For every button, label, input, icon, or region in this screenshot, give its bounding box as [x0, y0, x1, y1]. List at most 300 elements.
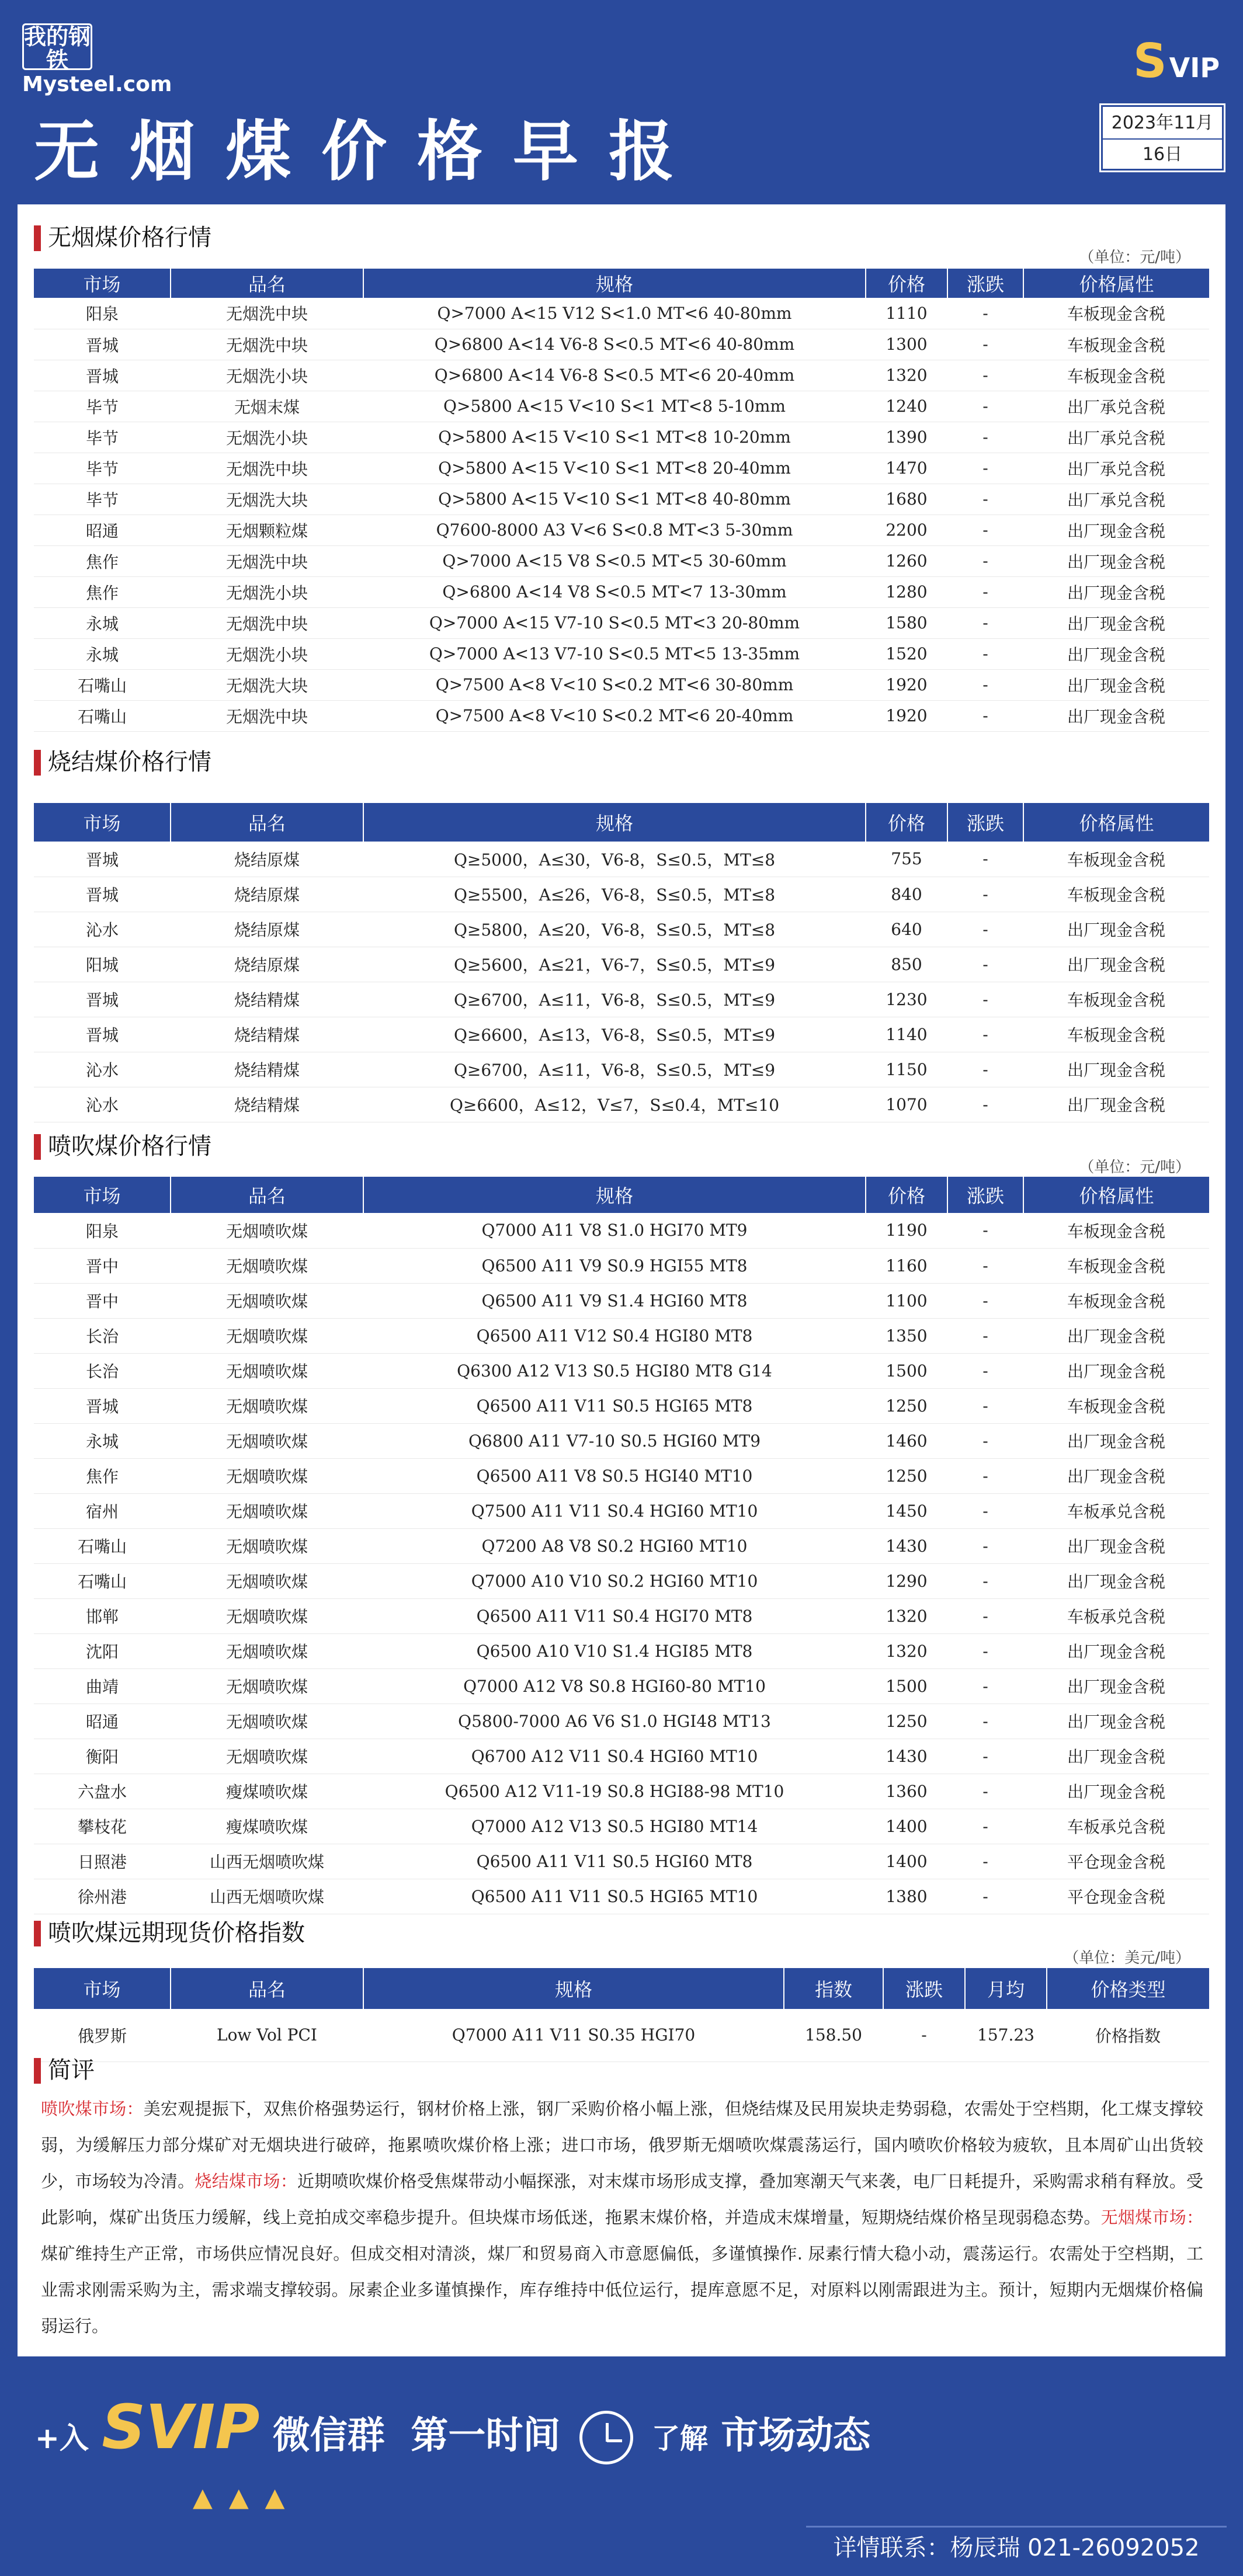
table-cell: 1520 — [866, 638, 947, 669]
table-cell: - — [947, 1668, 1023, 1704]
table-row — [34, 514, 1209, 545]
comment-label-pci: 喷吹煤市场： — [41, 2099, 144, 2119]
table-row — [34, 877, 1209, 912]
column-header: 市场 — [34, 269, 171, 298]
table-cell: 长治 — [34, 1353, 171, 1388]
table-cell: 1300 — [866, 329, 947, 360]
table-cell: 出厂现金含税 — [1023, 947, 1209, 982]
table-cell: 157.23 — [965, 2009, 1047, 2062]
table-cell: Q≥6700，A≤11，V6-8，S≤0.5，MT≤9 — [363, 982, 866, 1017]
table-cell: 车板现金含税 — [1023, 360, 1209, 391]
table-cell: 出厂现金含税 — [1023, 1528, 1209, 1563]
table-cell: 出厂现金含税 — [1023, 576, 1209, 607]
table-cell: 阳泉 — [34, 298, 171, 329]
table-cell: 出厂现金含税 — [1023, 1318, 1209, 1353]
table-cell: Q≥5600，A≤21，V6-7，S≤0.5，MT≤9 — [363, 947, 866, 982]
table-row — [34, 1052, 1209, 1087]
table-cell: Q>7000 A<15 V7-10 S<0.5 MT<3 20-80mm — [363, 607, 866, 638]
table-cell: - — [947, 453, 1023, 484]
table-cell: 1230 — [866, 982, 947, 1017]
table-cell: Q6500 A11 V11 S0.5 HGI65 MT8 — [363, 1388, 866, 1423]
table-cell: 无烟洗中块 — [171, 607, 363, 638]
page-header — [0, 0, 1243, 204]
table-row — [34, 1458, 1209, 1493]
table-cell: 烧结精煤 — [171, 1087, 363, 1122]
table-cell: Q7000 A11 V11 S0.35 HGI70 — [363, 2009, 784, 2062]
column-header: 市场 — [34, 803, 171, 842]
table-row — [34, 1388, 1209, 1423]
table-cell: 755 — [866, 842, 947, 877]
svip-suffix: VIP — [1169, 52, 1220, 84]
table-row — [34, 545, 1209, 576]
table-cell: Q≥6600，A≤12，V≤7，S≤0.4，MT≤10 — [363, 1087, 866, 1122]
table-cell: 宿州 — [34, 1493, 171, 1528]
column-header: 价格 — [866, 269, 947, 298]
table-cell: 出厂承兑含税 — [1023, 422, 1209, 453]
table-cell: - — [947, 1704, 1023, 1739]
column-header: 市场 — [34, 1968, 171, 2009]
table-row — [34, 1633, 1209, 1668]
section-pci-index-title: 喷吹煤远期现货价格指数 — [34, 1918, 305, 1948]
table-cell: 无烟喷吹煤 — [171, 1633, 363, 1668]
table-cell: Q>5800 A<15 V<10 S<1 MT<8 10-20mm — [363, 422, 866, 453]
table-cell: 无烟喷吹煤 — [171, 1704, 363, 1739]
table-cell: 山西无烟喷吹煤 — [171, 1844, 363, 1879]
table-cell: 无烟喷吹煤 — [171, 1458, 363, 1493]
table-cell: Q6500 A11 V8 S0.5 HGI40 MT10 — [363, 1458, 866, 1493]
table-row — [34, 947, 1209, 982]
table-cell: 出厂现金含税 — [1023, 1423, 1209, 1458]
comment-text-pci: 美宏观提振下，双焦价格强势运行，钢材价格上涨，钢厂采购价格小幅上涨，但烧结煤及民用炭块走势弱稳，农需处于空档期，化工煤支撑较弱，为缓解压力部分煤矿对无烟块进行破碎，拖累喷吹煤价格上涨；进口市场，俄罗斯无烟喷吹煤震荡运行，国内喷吹价格较为疲软，且本周矿山出货较少，市场较为冷清。 — [41, 2099, 1203, 2191]
column-header: 规格 — [363, 803, 866, 842]
table-row — [34, 1774, 1209, 1809]
content-panel — [18, 204, 1225, 2356]
table-cell: 1430 — [866, 1528, 947, 1563]
svip-promo — [35, 2391, 870, 2464]
promo-market: 市场动态 — [721, 2414, 871, 2457]
table-cell: 永城 — [34, 1423, 171, 1458]
table-cell: - — [947, 1087, 1023, 1122]
table-cell: Q5800-7000 A6 V6 S1.0 HGI48 MT13 — [363, 1704, 866, 1739]
table-cell: 出厂现金含税 — [1023, 514, 1209, 545]
pci-price-table — [34, 1177, 1209, 1914]
table-cell: 1290 — [866, 1563, 947, 1598]
table-cell: Q>6800 A<14 V6-8 S<0.5 MT<6 40-80mm — [363, 329, 866, 360]
table-cell: Low Vol PCI — [171, 2009, 363, 2062]
table-row — [34, 912, 1209, 947]
table-cell: 长治 — [34, 1318, 171, 1353]
comment-text-sinter: 近期喷吹煤价格受焦煤带动小幅探涨，对末煤市场形成支撑，叠加寒潮天气来袭，电厂日耗提升，采购需求稍有释放。受此影响，煤矿出货压力缓解，线上竞拍成交率稳步提升。但块煤市场低迷，拖累末煤价格，并造成末煤增量，短期烧结煤价格呈现弱稳态势。 — [41, 2171, 1203, 2227]
table-cell: 850 — [866, 947, 947, 982]
table-cell: 无烟洗小块 — [171, 422, 363, 453]
table-cell: - — [947, 484, 1023, 514]
table-cell: 出厂现金含税 — [1023, 1633, 1209, 1668]
table-cell: - — [947, 700, 1023, 731]
table-cell: 1380 — [866, 1879, 947, 1914]
logo-en-text: Mysteel.com — [22, 72, 172, 96]
table-cell: - — [947, 360, 1023, 391]
table-row — [34, 607, 1209, 638]
table-cell: 出厂现金含税 — [1023, 1458, 1209, 1493]
table-cell: 价格指数 — [1047, 2009, 1209, 2062]
table-cell: - — [947, 329, 1023, 360]
table-cell: 毕节 — [34, 484, 171, 514]
table-cell: Q6500 A10 V10 S1.4 HGI85 MT8 — [363, 1633, 866, 1668]
table-cell: 石嘴山 — [34, 700, 171, 731]
table-cell: 焦作 — [34, 576, 171, 607]
table-cell: 1450 — [866, 1493, 947, 1528]
table-cell: 1580 — [866, 607, 947, 638]
table-cell: - — [947, 1879, 1023, 1914]
table-cell: 徐州港 — [34, 1879, 171, 1914]
table-row — [34, 1739, 1209, 1774]
table-cell: 无烟喷吹煤 — [171, 1353, 363, 1388]
table-cell: 焦作 — [34, 545, 171, 576]
table-cell: - — [947, 576, 1023, 607]
table-cell: 石嘴山 — [34, 1563, 171, 1598]
table-cell: 无烟喷吹煤 — [171, 1318, 363, 1353]
pci-index-table — [34, 1968, 1209, 2062]
table-cell: 出厂现金含税 — [1023, 545, 1209, 576]
table-cell: 无烟洗中块 — [171, 329, 363, 360]
table-cell: 车板现金含税 — [1023, 1017, 1209, 1052]
table-row — [34, 576, 1209, 607]
table-cell: 1680 — [866, 484, 947, 514]
table-cell: 烧结精煤 — [171, 982, 363, 1017]
table-cell: 出厂现金含税 — [1023, 1739, 1209, 1774]
table-cell: Q≥5000，A≤30，V6-8，S≤0.5，MT≤8 — [363, 842, 866, 877]
table-cell: 永城 — [34, 638, 171, 669]
table-cell: - — [947, 1353, 1023, 1388]
column-header: 涨跌 — [947, 269, 1023, 298]
table-cell: 沁水 — [34, 1087, 171, 1122]
table-cell: 车板现金含税 — [1023, 1388, 1209, 1423]
table-cell: 毕节 — [34, 391, 171, 422]
table-row — [34, 669, 1209, 700]
table-cell: 无烟末煤 — [171, 391, 363, 422]
table-cell: 1920 — [866, 700, 947, 731]
table-cell: 无烟洗中块 — [171, 298, 363, 329]
table-row — [34, 1668, 1209, 1704]
table-cell: 出厂现金含税 — [1023, 607, 1209, 638]
table-row — [34, 1213, 1209, 1248]
table-row — [34, 1353, 1209, 1388]
table-cell: - — [947, 1388, 1023, 1423]
table-row — [34, 391, 1209, 422]
table-cell: 出厂现金含税 — [1023, 669, 1209, 700]
table-cell: 日照港 — [34, 1844, 171, 1879]
table-cell: - — [947, 1774, 1023, 1809]
table-cell: 出厂承兑含税 — [1023, 484, 1209, 514]
comment-label-sinter: 烧结煤市场： — [195, 2171, 298, 2191]
table-row — [34, 1528, 1209, 1563]
column-header: 规格 — [363, 269, 866, 298]
column-header: 品名 — [171, 803, 363, 842]
table-cell: 1460 — [866, 1423, 947, 1458]
promo-understand: 了解 — [651, 2422, 708, 2455]
table-cell: 出厂现金含税 — [1023, 1704, 1209, 1739]
column-header: 规格 — [363, 1177, 866, 1213]
column-header: 品名 — [171, 1177, 363, 1213]
table-cell: 出厂现金含税 — [1023, 700, 1209, 731]
column-header: 品名 — [171, 269, 363, 298]
table-cell: 曲靖 — [34, 1668, 171, 1704]
table-cell: Q≥5800，A≤20，V6-8，S≤0.5，MT≤8 — [363, 912, 866, 947]
table-row — [34, 638, 1209, 669]
table-cell: 平仓现金含税 — [1023, 1879, 1209, 1914]
table-cell: 石嘴山 — [34, 669, 171, 700]
table-cell: Q7000 A12 V13 S0.5 HGI80 MT14 — [363, 1809, 866, 1844]
table-row — [34, 842, 1209, 877]
table-cell: 840 — [866, 877, 947, 912]
table-cell: - — [947, 1283, 1023, 1318]
table-cell: - — [947, 1493, 1023, 1528]
table-cell: 158.50 — [784, 2009, 883, 2062]
table-cell: 烧结原煤 — [171, 877, 363, 912]
table-row — [34, 360, 1209, 391]
column-header: 涨跌 — [883, 1968, 965, 2009]
table-cell: - — [947, 1598, 1023, 1633]
table-row — [34, 1704, 1209, 1739]
table-row — [34, 1844, 1209, 1879]
table-cell: 车板现金含税 — [1023, 1283, 1209, 1318]
table-cell: - — [947, 877, 1023, 912]
date-day: 16日 — [1142, 144, 1183, 165]
table-cell: 无烟喷吹煤 — [171, 1388, 363, 1423]
sinter-price-table — [34, 803, 1209, 1122]
table-cell: 瘦煤喷吹煤 — [171, 1809, 363, 1844]
table-row — [34, 1563, 1209, 1598]
table-cell: 1150 — [866, 1052, 947, 1087]
column-header: 规格 — [363, 1968, 784, 2009]
table-cell: Q>5800 A<15 V<10 S<1 MT<8 20-40mm — [363, 453, 866, 484]
table-cell: 出厂承兑含税 — [1023, 453, 1209, 484]
table-cell: 车板现金含税 — [1023, 298, 1209, 329]
table-cell: 1320 — [866, 1633, 947, 1668]
table-cell: Q≥6600，A≤13，V6-8，S≤0.5，MT≤9 — [363, 1017, 866, 1052]
table-cell: - — [947, 1528, 1023, 1563]
table-cell: 车板现金含税 — [1023, 842, 1209, 877]
table-cell: 晋城 — [34, 842, 171, 877]
triangle-decoration: ▲▲▲ — [193, 2483, 301, 2512]
section-anthracite-title: 无烟煤价格行情 — [34, 223, 211, 252]
table-cell: - — [947, 982, 1023, 1017]
table-cell: 无烟喷吹煤 — [171, 1598, 363, 1633]
table-cell: Q7000 A10 V10 S0.2 HGI60 MT10 — [363, 1563, 866, 1598]
table-row — [34, 700, 1209, 731]
table-cell: Q>5800 A<15 V<10 S<1 MT<8 5-10mm — [363, 391, 866, 422]
table-cell: 焦作 — [34, 1458, 171, 1493]
table-cell: - — [947, 1213, 1023, 1248]
column-header: 涨跌 — [947, 1177, 1023, 1213]
table-cell: 无烟喷吹煤 — [171, 1493, 363, 1528]
table-cell: 攀枝花 — [34, 1809, 171, 1844]
mysteel-logo — [22, 23, 172, 96]
table-cell: 1260 — [866, 545, 947, 576]
table-row — [34, 1423, 1209, 1458]
table-cell: 无烟颗粒煤 — [171, 514, 363, 545]
table-cell: 无烟喷吹煤 — [171, 1423, 363, 1458]
table-row — [34, 422, 1209, 453]
table-cell: 1250 — [866, 1704, 947, 1739]
table-cell: 1110 — [866, 298, 947, 329]
table-cell: 平仓现金含税 — [1023, 1844, 1209, 1879]
table-cell: 烧结原煤 — [171, 947, 363, 982]
table-cell: 毕节 — [34, 453, 171, 484]
table-cell: 晋城 — [34, 329, 171, 360]
table-cell: 昭通 — [34, 1704, 171, 1739]
table-cell: - — [947, 1318, 1023, 1353]
table-cell: 阳泉 — [34, 1213, 171, 1248]
table-cell: 1320 — [866, 360, 947, 391]
table-cell: Q7200 A8 V8 S0.2 HGI60 MT10 — [363, 1528, 866, 1563]
table-cell: Q>7000 A<13 V7-10 S<0.5 MT<5 13-35mm — [363, 638, 866, 669]
table-cell: 1250 — [866, 1458, 947, 1493]
column-header: 涨跌 — [947, 803, 1023, 842]
table-cell: 出厂现金含税 — [1023, 1774, 1209, 1809]
column-header: 月均 — [965, 1968, 1047, 2009]
column-header: 价格 — [866, 1177, 947, 1213]
table-cell: 永城 — [34, 607, 171, 638]
svip-s: S — [1133, 34, 1167, 88]
table-cell: 1160 — [866, 1248, 947, 1283]
table-cell: 1320 — [866, 1598, 947, 1633]
table-cell: 晋中 — [34, 1248, 171, 1283]
section-comment-title: 简评 — [34, 2056, 95, 2085]
table-cell: - — [947, 638, 1023, 669]
section-sinter-title: 烧结煤价格行情 — [34, 748, 211, 777]
table-cell: Q>7500 A<8 V<10 S<0.2 MT<6 30-80mm — [363, 669, 866, 700]
section-anthracite-unit: （单位：元/吨） — [1079, 249, 1190, 266]
table-cell: 1500 — [866, 1353, 947, 1388]
table-cell: 瘦煤喷吹煤 — [171, 1774, 363, 1809]
column-header: 市场 — [34, 1177, 171, 1213]
table-row — [34, 1809, 1209, 1844]
table-cell: 烧结精煤 — [171, 1052, 363, 1087]
table-cell: 昭通 — [34, 514, 171, 545]
table-cell: 晋城 — [34, 1388, 171, 1423]
table-cell: Q≥5500，A≤26，V6-8，S≤0.5，MT≤8 — [363, 877, 866, 912]
comment-label-anthracite: 无烟煤市场： — [1100, 2207, 1203, 2227]
table-cell: Q6500 A11 V11 S0.5 HGI65 MT10 — [363, 1879, 866, 1914]
table-cell: 无烟洗中块 — [171, 453, 363, 484]
table-cell: 出厂现金含税 — [1023, 1563, 1209, 1598]
section-pci-title: 喷吹煤价格行情 — [34, 1132, 211, 1161]
clock-icon — [579, 2411, 633, 2464]
table-cell: 无烟喷吹煤 — [171, 1563, 363, 1598]
table-cell: 1070 — [866, 1087, 947, 1122]
table-cell: 石嘴山 — [34, 1528, 171, 1563]
table-cell: 晋城 — [34, 877, 171, 912]
table-cell: Q6800 A11 V7-10 S0.5 HGI60 MT9 — [363, 1423, 866, 1458]
table-cell: - — [883, 2009, 965, 2062]
table-cell: - — [947, 1458, 1023, 1493]
table-cell: - — [947, 298, 1023, 329]
table-cell: 1240 — [866, 391, 947, 422]
table-cell: - — [947, 947, 1023, 982]
svip-badge — [1133, 34, 1220, 88]
table-cell: Q6500 A11 V11 S0.4 HGI70 MT8 — [363, 1598, 866, 1633]
table-cell: 烧结原煤 — [171, 842, 363, 877]
table-cell: - — [947, 1423, 1023, 1458]
table-cell: 车板承兑含税 — [1023, 1809, 1209, 1844]
column-header: 价格属性 — [1023, 803, 1209, 842]
table-cell: 1250 — [866, 1388, 947, 1423]
table-cell: 车板现金含税 — [1023, 877, 1209, 912]
table-cell: 晋城 — [34, 1017, 171, 1052]
table-cell: Q6500 A11 V9 S0.9 HGI55 MT8 — [363, 1248, 866, 1283]
table-cell: - — [947, 1739, 1023, 1774]
table-cell: 1350 — [866, 1318, 947, 1353]
promo-svip: SVIP — [102, 2391, 260, 2463]
table-cell: 无烟洗小块 — [171, 638, 363, 669]
table-cell: 衡阳 — [34, 1739, 171, 1774]
column-header: 价格 — [866, 803, 947, 842]
table-row — [34, 1879, 1209, 1914]
table-cell: Q7000 A11 V8 S1.0 HGI70 MT9 — [363, 1213, 866, 1248]
contact-info: 详情联系：杨辰瑞 021-26092052 — [806, 2526, 1227, 2567]
table-row — [34, 1087, 1209, 1122]
table-cell: Q6500 A11 V11 S0.5 HGI60 MT8 — [363, 1844, 866, 1879]
table-cell: 无烟洗大块 — [171, 669, 363, 700]
table-cell: 车板现金含税 — [1023, 329, 1209, 360]
table-cell: 沁水 — [34, 1052, 171, 1087]
table-cell: Q7600-8000 A3 V<6 S<0.8 MT<3 5-30mm — [363, 514, 866, 545]
table-cell: 1360 — [866, 1774, 947, 1809]
table-cell: 出厂现金含税 — [1023, 1087, 1209, 1122]
page-footer — [0, 2356, 1243, 2576]
table-row — [34, 453, 1209, 484]
table-cell: 无烟洗中块 — [171, 545, 363, 576]
table-cell: 无烟洗小块 — [171, 360, 363, 391]
table-cell: Q6500 A12 V11-19 S0.8 HGI88-98 MT10 — [363, 1774, 866, 1809]
table-cell: 1430 — [866, 1739, 947, 1774]
table-cell: - — [947, 1017, 1023, 1052]
table-cell: Q6500 A11 V12 S0.4 HGI80 MT8 — [363, 1318, 866, 1353]
column-header: 品名 — [171, 1968, 363, 2009]
table-cell: 1390 — [866, 422, 947, 453]
section-pci-unit: （单位：元/吨） — [1079, 1159, 1190, 1176]
table-row — [34, 1248, 1209, 1283]
table-cell: 1400 — [866, 1844, 947, 1879]
table-cell: - — [947, 1844, 1023, 1879]
column-header: 价格属性 — [1023, 269, 1209, 298]
table-cell: 出厂承兑含税 — [1023, 391, 1209, 422]
table-cell: 无烟喷吹煤 — [171, 1739, 363, 1774]
table-cell: - — [947, 842, 1023, 877]
table-cell: 车板承兑含税 — [1023, 1598, 1209, 1633]
table-cell: 晋城 — [34, 982, 171, 1017]
table-cell: Q>6800 A<14 V6-8 S<0.5 MT<6 20-40mm — [363, 360, 866, 391]
promo-first-time: 第一时间 — [411, 2414, 561, 2457]
table-cell: Q>5800 A<15 V<10 S<1 MT<8 40-80mm — [363, 484, 866, 514]
table-cell: 邯郸 — [34, 1598, 171, 1633]
table-cell: 无烟喷吹煤 — [171, 1283, 363, 1318]
table-cell: 1280 — [866, 576, 947, 607]
table-cell: 车板现金含税 — [1023, 982, 1209, 1017]
table-cell: 1470 — [866, 453, 947, 484]
table-cell: 俄罗斯 — [34, 2009, 171, 2062]
table-cell: - — [947, 1248, 1023, 1283]
table-cell: 出厂现金含税 — [1023, 638, 1209, 669]
table-cell: 无烟洗大块 — [171, 484, 363, 514]
table-cell: 沁水 — [34, 912, 171, 947]
column-header: 价格属性 — [1023, 1177, 1209, 1213]
table-row — [34, 1598, 1209, 1633]
table-cell: 1100 — [866, 1283, 947, 1318]
table-cell: 出厂现金含税 — [1023, 1353, 1209, 1388]
table-cell: 无烟洗小块 — [171, 576, 363, 607]
